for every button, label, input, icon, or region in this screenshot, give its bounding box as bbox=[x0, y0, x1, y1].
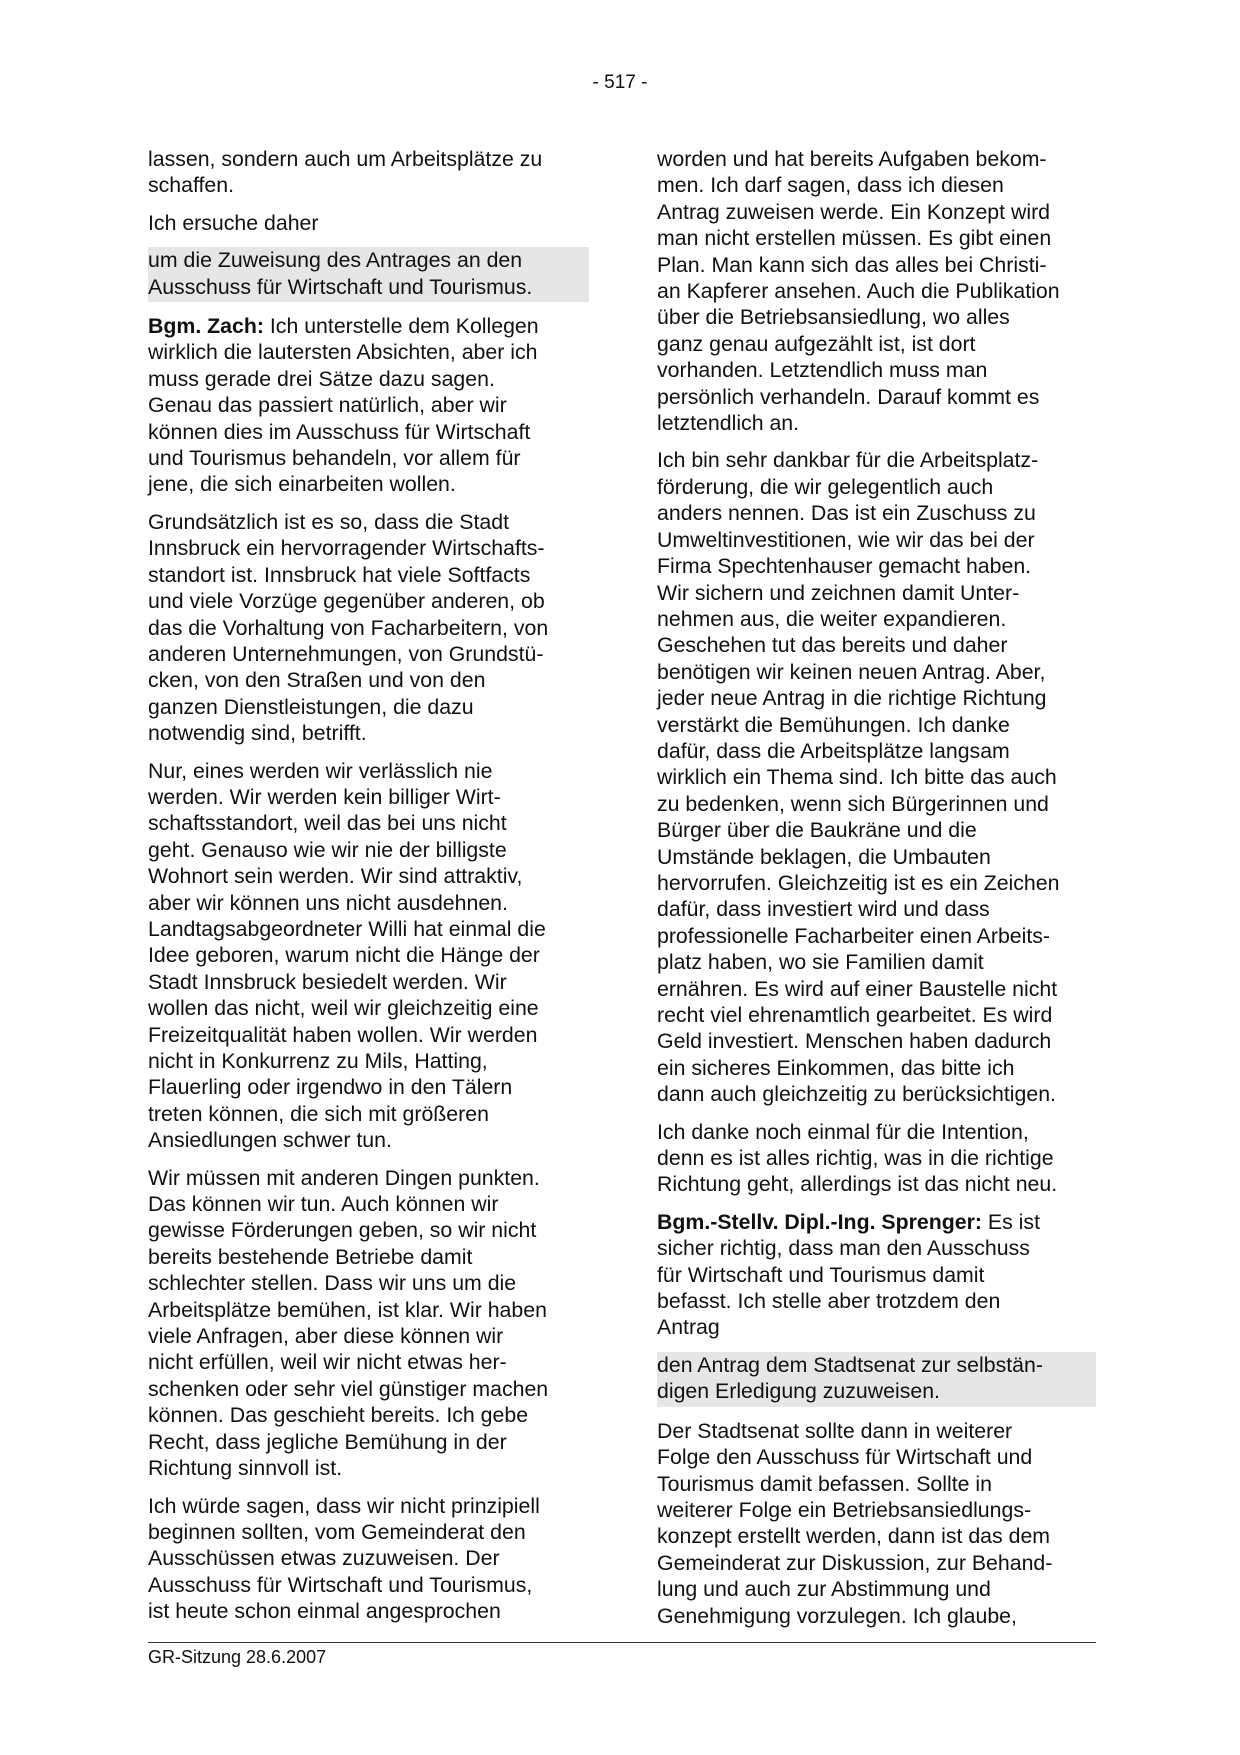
paragraph bbox=[657, 447, 1097, 1107]
text-line: anderen Unternehmungen, von Grundstü- bbox=[148, 641, 544, 666]
text-line: Umstände beklagen, die Umbauten bbox=[657, 844, 991, 869]
text-line: Das können wir tun. Auch können wir bbox=[148, 1192, 499, 1217]
text-line: Grundsätzlich ist es so, dass die Stadt bbox=[148, 509, 510, 534]
text-line: nicht in Konkurrenz zu Mils, Hatting, bbox=[148, 1049, 488, 1073]
text-line: Wir müssen mit anderen Dingen punkten. bbox=[148, 1165, 540, 1190]
speaker-paragraph bbox=[148, 313, 594, 498]
text-line: Ich danke noch einmal für die Intention, bbox=[657, 1119, 1029, 1144]
text-line: Ich bin sehr dankbar für die Arbeitsplatz- bbox=[657, 448, 1039, 473]
paragraph bbox=[148, 146, 594, 199]
speaker-name: Bgm.-Stellv. Dipl.-Ing. Sprenger: bbox=[657, 1209, 982, 1234]
paragraph bbox=[148, 1493, 594, 1625]
text-line: Gemeinderat zur Diskussion, zur Behand- bbox=[657, 1550, 1053, 1575]
text-line: Ich würde sagen, dass wir nicht prinzipiell bbox=[148, 1493, 540, 1518]
text-line: konzept erstellt werden, dann ist das dem bbox=[657, 1524, 1051, 1549]
text-line: Nur, eines werden wir verlässlich nie bbox=[148, 758, 493, 783]
text-line: professionelle Facharbeiter einen Arbeits- bbox=[657, 923, 1051, 948]
text-line: Firma Spechtenhauser gemacht haben. bbox=[657, 554, 1032, 579]
text-line: um die Zuweisung des Antrages an den bbox=[148, 248, 523, 273]
paragraph bbox=[657, 1418, 1097, 1629]
text-line: wirklich ein Thema sind. Ich bitte das auch bbox=[657, 765, 1057, 790]
text-line: Tourismus damit befassen. Sollte in bbox=[657, 1471, 992, 1496]
text-line: Idee geboren, warum nicht die Hänge der bbox=[148, 943, 540, 968]
speaker-text-start: Es ist bbox=[982, 1209, 1040, 1234]
text-line: ganz genau aufgezählt ist, ist dort bbox=[657, 331, 976, 356]
left-column bbox=[148, 146, 594, 1636]
text-line: Freizeitqualität haben wollen. Wir werden bbox=[148, 1022, 538, 1047]
footer-session-date: GR-Sitzung 28.6.2007 bbox=[148, 1647, 327, 1667]
text-line: weiterer Folge ein Betriebsansiedlungs- bbox=[657, 1497, 1032, 1522]
highlighted-motion bbox=[148, 247, 589, 302]
text-line: Ansiedlungen schwer tun. bbox=[148, 1128, 392, 1153]
text-line: denn es ist alles richtig, was in die richtige bbox=[657, 1146, 1054, 1171]
text-line: ernähren. Es wird auf einer Baustelle nicht bbox=[657, 976, 1058, 1001]
paragraph bbox=[657, 1119, 1097, 1198]
text-line: Stadt Innsbruck besiedelt werden. Wir bbox=[148, 969, 507, 994]
text-line: lung und auch zur Abstimmung und bbox=[657, 1577, 991, 1602]
text-line: Richtung sinnvoll ist. bbox=[148, 1456, 343, 1481]
text-line: wollen das nicht, weil wir gleichzeitig eine bbox=[148, 996, 539, 1021]
text-line: und Tourismus behandeln, vor allem für bbox=[148, 446, 521, 471]
text-line: schlechter stellen. Dass wir uns um die bbox=[148, 1271, 517, 1296]
text-line: werden. Wir werden kein billiger Wirt- bbox=[148, 784, 501, 809]
speaker-name: Bgm. Zach: bbox=[148, 314, 264, 339]
text-line: men. Ich darf sagen, dass ich diesen bbox=[657, 173, 1004, 198]
text-line: viele Anfragen, aber diese können wir bbox=[148, 1324, 504, 1349]
speaker-paragraph bbox=[657, 1209, 1097, 1341]
highlighted-motion bbox=[657, 1352, 1096, 1407]
text-line: nicht erfüllen, weil wir nicht etwas her- bbox=[148, 1350, 507, 1375]
text-line: Plan. Man kann sich das alles bei Christi- bbox=[657, 252, 1047, 277]
text-line: wirklich die lautersten Absichten, aber ich bbox=[148, 340, 538, 365]
text-line: können. Das geschieht bereits. Ich gebe bbox=[148, 1403, 529, 1428]
text-line: vorhanden. Letztendlich muss man bbox=[657, 358, 988, 383]
text-line: Wir sichern und zeichnen damit Unter- bbox=[657, 580, 1020, 605]
text-line: geht. Genauso wie wir nie der billigste bbox=[148, 837, 507, 862]
text-line: treten können, die sich mit größeren bbox=[148, 1101, 489, 1126]
text-line: aber wir können uns nicht ausdehnen. bbox=[148, 890, 508, 915]
text-line: an Kapferer ansehen. Auch die Publikation bbox=[657, 279, 1060, 304]
text-line: Antrag zuweisen werde. Ein Konzept wird bbox=[657, 199, 1051, 224]
text-line: muss gerade drei Sätze dazu sagen. bbox=[148, 366, 495, 391]
text-line: hervorrufen. Gleichzeitig ist es ein Zeichen bbox=[657, 870, 1060, 895]
text-line: ganzen Dienstleistungen, die dazu bbox=[148, 694, 474, 719]
text-line: platz haben, wo sie Familien damit bbox=[657, 950, 984, 975]
text-line: Antrag bbox=[657, 1315, 720, 1340]
text-line: zu bedenken, wenn sich Bürgerinnen und bbox=[657, 791, 1049, 816]
text-line: standort ist. Innsbruck hat viele Softfacts bbox=[148, 562, 531, 587]
text-line: förderung, die wir gelegentlich auch bbox=[657, 474, 994, 499]
text-line: ein sicheres Einkommen, das bitte ich bbox=[657, 1055, 1015, 1080]
text-line: Umweltinvestitionen, wie wir das bei der bbox=[657, 527, 1035, 552]
text-line: Ausschuss für Wirtschaft und Tourismus, bbox=[148, 1572, 533, 1597]
paragraph bbox=[657, 146, 1097, 436]
text-line: Landtagsabgeordneter Willi hat einmal die bbox=[148, 916, 546, 941]
text-line: persönlich verhandeln. Darauf kommt es bbox=[657, 384, 1040, 409]
text-line: digen Erledigung zuzuweisen. bbox=[657, 1379, 940, 1404]
text-line: Geld investiert. Menschen haben dadurch bbox=[657, 1029, 1052, 1054]
text-line: schaffen. bbox=[148, 173, 235, 198]
text-line: sicher richtig, dass man den Ausschuss bbox=[657, 1236, 1030, 1261]
text-line: dann auch gleichzeitig zu berücksichtigen. bbox=[657, 1082, 1056, 1107]
text-line: Arbeitsplätze bemühen, ist klar. Wir haben bbox=[148, 1297, 547, 1322]
text-line: Ich ersuche daher bbox=[148, 210, 319, 235]
text-line: schaftsstandort, weil das bei uns nicht bbox=[148, 811, 507, 836]
text-line: Ausschuss für Wirtschaft und Tourismus. bbox=[148, 274, 533, 299]
text-line: letztendlich an. bbox=[657, 411, 800, 436]
paragraph bbox=[148, 1165, 594, 1482]
text-line: das die Vorhaltung von Facharbeitern, von bbox=[148, 615, 549, 640]
text-line: schenken oder sehr viel günstiger machen bbox=[148, 1376, 549, 1401]
text-line: Genehmigung vorzulegen. Ich glaube, bbox=[657, 1603, 1017, 1628]
text-line: Recht, dass jegliche Bemühung in der bbox=[148, 1429, 507, 1454]
text-line: dafür, dass investiert wird und dass bbox=[657, 897, 990, 922]
text-line: jeder neue Antrag in die richtige Richtung bbox=[657, 686, 1047, 711]
text-line: nehmen aus, die weiter expandieren. bbox=[657, 606, 1007, 631]
text-line: dafür, dass die Arbeitsplätze langsam bbox=[657, 738, 1010, 763]
text-line: und viele Vorzüge gegenüber anderen, ob bbox=[148, 589, 545, 614]
text-line: Bürger über die Baukräne und die bbox=[657, 818, 977, 843]
text-line: Folge den Ausschuss für Wirtschaft und bbox=[657, 1445, 1033, 1470]
text-line: bereits bestehende Betriebe damit bbox=[148, 1244, 473, 1269]
paragraph bbox=[148, 210, 594, 236]
text-line: benötigen wir keinen neuen Antrag. Aber, bbox=[657, 659, 1046, 684]
text-line: man nicht erstellen müssen. Es gibt einen bbox=[657, 226, 1052, 251]
footer-divider bbox=[148, 1642, 1096, 1643]
text-line: Geschehen tut das bereits und daher bbox=[657, 633, 1008, 658]
text-line: Richtung geht, allerdings ist das nicht neu. bbox=[657, 1172, 1058, 1197]
text-line: worden und hat bereits Aufgaben bekom- bbox=[657, 147, 1047, 171]
text-line: den Antrag dem Stadtsenat zur selbstän- bbox=[657, 1352, 1043, 1377]
text-line: Ausschüssen etwas zuzuweisen. Der bbox=[148, 1546, 500, 1571]
text-line: jene, die sich einarbeiten wollen. bbox=[148, 472, 456, 497]
text-line: cken, von den Straßen und von den bbox=[148, 668, 486, 693]
text-line: Der Stadtsenat sollte dann in weiterer bbox=[657, 1418, 1013, 1443]
paragraph bbox=[148, 509, 594, 747]
text-line: für Wirtschaft und Tourismus damit bbox=[657, 1262, 985, 1287]
text-line: gewisse Förderungen geben, so wir nicht bbox=[148, 1218, 537, 1243]
text-line: ist heute schon einmal angesprochen bbox=[148, 1599, 501, 1624]
text-line: über die Betriebsansiedlung, wo alles bbox=[657, 305, 1010, 330]
text-line: anders nennen. Das ist ein Zuschuss zu bbox=[657, 501, 1036, 526]
text-line: verstärkt die Bemühungen. Ich danke bbox=[657, 712, 1010, 737]
text-line: lassen, sondern auch um Arbeitsplätze zu bbox=[148, 147, 543, 171]
speaker-text-start: Ich unterstelle dem Kollegen bbox=[263, 314, 539, 339]
text-line: befasst. Ich stelle aber trotzdem den bbox=[657, 1289, 1001, 1314]
right-column bbox=[657, 146, 1097, 1640]
paragraph bbox=[148, 758, 594, 1154]
page-number: - 517 - bbox=[592, 72, 648, 93]
text-line: Flauerling oder irgendwo in den Tälern bbox=[148, 1075, 513, 1100]
text-line: notwendig sind, betrifft. bbox=[148, 721, 367, 746]
text-line: recht viel ehrenamtlich gearbeitet. Es wird bbox=[657, 1003, 1053, 1027]
text-line: Genau das passiert natürlich, aber wir bbox=[148, 393, 507, 418]
text-line: können dies im Ausschuss für Wirtschaft bbox=[148, 419, 531, 444]
text-line: Innsbruck ein hervorragender Wirtschafts- bbox=[148, 536, 545, 561]
text-line: Wohnort sein werden. Wir sind attraktiv, bbox=[148, 864, 523, 889]
text-line: beginnen sollten, vom Gemeinderat den bbox=[148, 1519, 526, 1544]
